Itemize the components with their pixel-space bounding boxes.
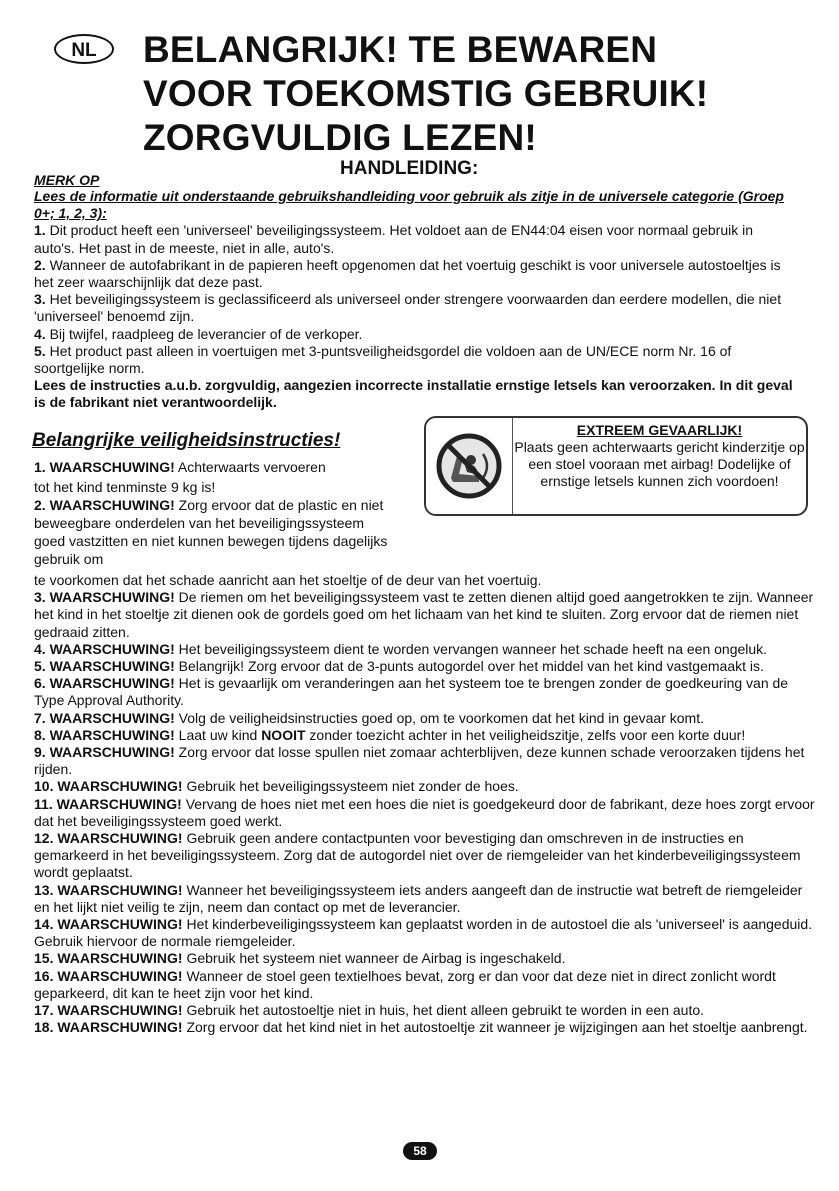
warning-label: WAARSCHUWING! bbox=[57, 950, 183, 967]
item-text: Het beveiligingssysteem dient te worden vervangen wanneer het schade heeft na een ongeluk. bbox=[174, 640, 768, 657]
warning-label: WAARSCHUWING! bbox=[57, 778, 183, 795]
warning-label: WAARSCHUWING! bbox=[49, 744, 175, 761]
safety-item bbox=[34, 727, 818, 744]
warning-label: WAARSCHUWING! bbox=[57, 1019, 183, 1036]
item-text: Gebruik het autostoeltje niet in huis, het dient alleen gebruikt te worden in een auto. bbox=[182, 1002, 705, 1019]
item-number: 2. bbox=[34, 497, 50, 513]
safety-left-column bbox=[34, 458, 394, 568]
warning-label: WAARSCHUWING! bbox=[49, 658, 175, 675]
safety-item bbox=[34, 968, 818, 1002]
intro-item bbox=[34, 343, 796, 377]
item-text: Wanneer het beveiligingssysteem iets anders aangeeft dan de instructie wat betreft de riemgeleider en het lijkt niet veilig te zijn, neem dan contact op met de leverancier. bbox=[34, 881, 803, 915]
subtitle: HANDLEIDING: bbox=[340, 158, 479, 179]
item-text: Het is gevaarlijk om veranderingen aan het systeem toe te brengen zonder de goedkeuring van de Type Approval Authority. bbox=[34, 675, 789, 709]
item-number: 1. bbox=[34, 459, 50, 475]
safety-item bbox=[34, 916, 818, 950]
item-number: 4. bbox=[34, 325, 46, 342]
safety-item bbox=[34, 478, 394, 496]
warning-body: Plaats geen achterwaarts gericht kinderzitje op een stoel vooraan met airbag! Dodelijke of ernstige letsels kunnen zich voordoen! bbox=[514, 439, 805, 489]
item-text: Volg de veiligheidsinstructies goed op, om te voorkomen dat het kind in gevaar komt. bbox=[174, 709, 704, 726]
warning-heading: EXTREEM GEVAARLIJK! bbox=[576, 422, 743, 438]
item-number: 3. bbox=[34, 589, 50, 606]
item-number: 12. bbox=[34, 830, 58, 847]
warning-label: WAARSCHUWING! bbox=[49, 497, 175, 513]
safety-item bbox=[34, 496, 394, 568]
merk-op-label: MERK OP bbox=[34, 172, 100, 188]
language-badge: NL bbox=[54, 34, 114, 64]
item-text: Wanneer de autofabrikant in de papieren heeft opgenomen dat het voertuig geschikt is voor universele autostoeltjes is het zeer waarschijnlijk dat deze past. bbox=[34, 256, 781, 291]
item-text: Achterwaarts vervoeren bbox=[174, 459, 326, 475]
warning-label: WAARSCHUWING! bbox=[57, 881, 183, 898]
warning-label: WAARSCHUWING! bbox=[49, 675, 175, 692]
intro-closing: Lees de instructies a.u.b. zorgvuldig, aangezien incorrecte installatie ernstige letsels kan veroorzaken. In dit geval is de fabrikant niet verantwoordelijk. bbox=[34, 377, 793, 411]
item-number: 16. bbox=[34, 967, 58, 984]
item-number: 11. bbox=[34, 795, 57, 812]
intro-section bbox=[34, 188, 796, 412]
warning-label: WAARSCHUWING! bbox=[57, 830, 183, 847]
intro-lead: Lees de informatie uit onderstaande gebruikshandleiding voor gebruik als zitje in de universele categorie (Groep 0+; 1, 2, 3): bbox=[34, 188, 784, 222]
item-text: Zorg ervoor dat de plastic en niet beweegbare onderdelen van het beveiligingssysteem goed vastzitten en niet kunnen bewegen tijdens dagelijks gebruik om bbox=[34, 497, 388, 567]
intro-item bbox=[34, 257, 796, 291]
title-line: ZORGVULDIG LEZEN! bbox=[143, 117, 537, 158]
item-number: 7. bbox=[34, 709, 50, 726]
item-text: zonder toezicht achter in het veiligheidszitje, zelfs voor een korte duur! bbox=[305, 726, 746, 743]
item-text: Wanneer de stoel geen textielhoes bevat, zorg er dan voor dat deze niet in direct zonlicht wordt geparkeerd, dit kan te heet zijn voor het kind. bbox=[34, 967, 776, 1001]
item-number: 6. bbox=[34, 675, 50, 692]
item-text: tot het kind tenminste 9 kg is! bbox=[34, 479, 216, 495]
item-number: 9. bbox=[34, 744, 50, 761]
page-number: 58 bbox=[403, 1142, 437, 1160]
safety-item bbox=[34, 572, 818, 589]
page-title bbox=[143, 28, 708, 160]
safety-item bbox=[34, 658, 818, 675]
safety-item bbox=[34, 1019, 818, 1036]
safety-warnings-list bbox=[34, 572, 818, 1036]
warning-label: WAARSCHUWING! bbox=[49, 726, 175, 743]
safety-item bbox=[34, 796, 818, 830]
item-number: 4. bbox=[34, 640, 50, 657]
safety-item bbox=[34, 744, 818, 778]
safety-item bbox=[34, 882, 818, 916]
warning-label: WAARSCHUWING! bbox=[49, 459, 175, 475]
item-text: Bij twijfel, raadpleeg de leverancier of de verkoper. bbox=[45, 325, 363, 342]
item-number: 18. bbox=[34, 1019, 58, 1036]
warning-label: WAARSCHUWING! bbox=[57, 1002, 183, 1019]
item-number: 1. bbox=[34, 222, 46, 239]
item-number: 5. bbox=[34, 658, 50, 675]
safety-item bbox=[34, 950, 818, 967]
item-number: 3. bbox=[34, 291, 46, 308]
safety-item bbox=[34, 710, 818, 727]
item-number: 2. bbox=[34, 256, 46, 273]
item-text: Gebruik het systeem niet wanneer de Airbag is ingeschakeld. bbox=[182, 950, 566, 967]
item-text: Gebruik geen andere contactpunten voor bevestiging dan omschreven in de instructies en gemarkeerd in het beveiligingssysteem. Zorg dat de autogordel niet over de riemgeleider van het kinderbeveiligingssysteem wordt geplaatst. bbox=[34, 830, 801, 881]
item-number: 14. bbox=[34, 916, 58, 933]
item-number: 8. bbox=[34, 726, 50, 743]
item-text: Belangrijk! Zorg ervoor dat de 3-punts autogordel over het middel van het kind vastgemaakt is. bbox=[174, 658, 764, 675]
item-text: te voorkomen dat het schade aanricht aan het stoeltje of de deur van het voertuig. bbox=[34, 572, 542, 588]
item-text: Het kinderbeveiligingssysteem kan geplaatst worden in de autostoel die als 'universeel' is aangeduid. Gebruik hiervoor de normale riemgeleider. bbox=[34, 916, 813, 950]
item-number: 10. bbox=[34, 778, 58, 795]
item-number: 17. bbox=[34, 1002, 58, 1019]
item-text: Het product past alleen in voertuigen met 3-puntsveiligheidsgordel die voldoen aan de UN/ECE norm Nr. 16 of soortgelijke norm. bbox=[34, 342, 732, 377]
intro-item bbox=[34, 222, 796, 256]
warning-label: WAARSCHUWING! bbox=[49, 709, 175, 726]
safety-section-title: Belangrijke veiligheidsinstructies! bbox=[32, 430, 341, 451]
item-text: Gebruik het beveiligingssysteem niet zonder de hoes. bbox=[182, 778, 519, 795]
warning-label: WAARSCHUWING! bbox=[56, 795, 182, 812]
item-text: Dit product heeft een 'universeel' beveiligingssysteem. Het voldoet aan de EN44:04 eisen voor normaal gebruik in auto's. Het past in de meeste, niet in alle, auto's. bbox=[34, 222, 753, 256]
safety-item bbox=[34, 1002, 818, 1019]
item-text: Zorg ervoor dat losse spullen niet zomaar achterblijven, deze kunnen schade veroorzaken tijdens het rijden. bbox=[34, 744, 805, 778]
airbag-warning-text bbox=[513, 418, 806, 514]
intro-item bbox=[34, 291, 796, 325]
emphasis: NOOIT bbox=[261, 726, 306, 743]
safety-item bbox=[34, 830, 818, 882]
airbag-warning-box bbox=[424, 416, 808, 516]
safety-item bbox=[34, 675, 818, 709]
item-text: Zorg ervoor dat het kind niet in het autostoeltje zit wanneer je wijzigingen aan het stoeltje aanbrengt. bbox=[182, 1019, 808, 1036]
item-text: Vervang de hoes niet met een hoes die niet is goedgekeurd door de fabrikant, deze hoes zorgt ervoor dat het beveiligingssysteem goed werkt. bbox=[34, 795, 815, 829]
item-text: Laat uw kind bbox=[174, 726, 262, 743]
warning-label: WAARSCHUWING! bbox=[57, 916, 183, 933]
safety-item bbox=[34, 641, 818, 658]
warning-label: WAARSCHUWING! bbox=[49, 589, 175, 606]
warning-label: WAARSCHUWING! bbox=[49, 640, 175, 657]
safety-item bbox=[34, 458, 394, 476]
warning-label: WAARSCHUWING! bbox=[57, 967, 183, 984]
item-number: 13. bbox=[34, 881, 58, 898]
intro-item bbox=[34, 326, 796, 343]
item-number: 15. bbox=[34, 950, 58, 967]
no-rear-facing-seat-airbag-icon bbox=[426, 418, 513, 514]
item-number: 5. bbox=[34, 342, 46, 359]
safety-item bbox=[34, 778, 818, 795]
item-text: Het beveiligingssysteem is geclassificeerd als universeel onder strengere voorwaarden dan eerdere modellen, die niet 'universeel' benoemd zijn. bbox=[34, 291, 782, 325]
safety-item bbox=[34, 589, 818, 641]
title-line: BELANGRIJK! TE BEWAREN bbox=[143, 29, 658, 70]
title-line: VOOR TOEKOMSTIG GEBRUIK! bbox=[143, 73, 709, 114]
item-text: De riemen om het beveiligingssysteem vast te zetten dienen altijd goed aangetrokken te zijn. Wanneer het kind in het stoeltje zit dienen ook de gordels goed om het lichaam van het kind te sluiten. Zorg ervoor dat de riemen niet gedraaid zitten. bbox=[34, 589, 814, 640]
